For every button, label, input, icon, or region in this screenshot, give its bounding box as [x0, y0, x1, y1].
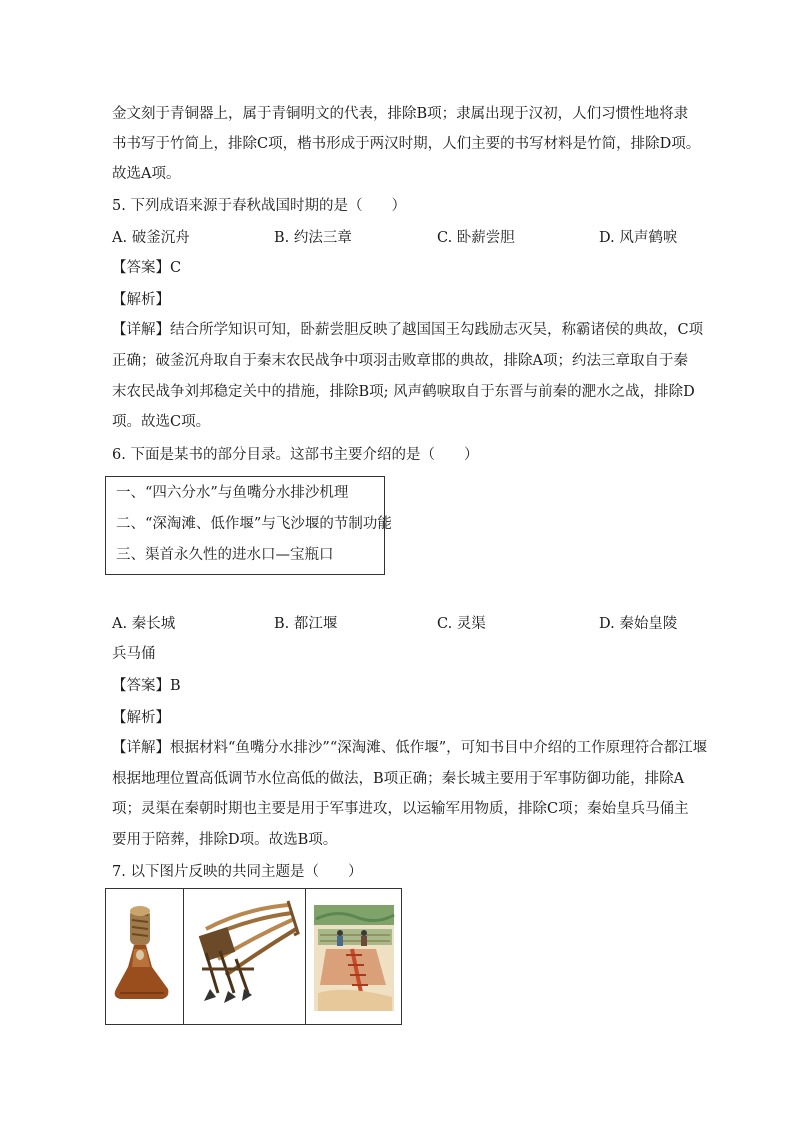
image-table: [105, 888, 402, 1025]
wooden-plow-image: [184, 889, 304, 1024]
image-cell-bronze-tool: [106, 889, 184, 1024]
q6-detail-line: 要用于陪葬，排除D项。故选B项。: [112, 832, 338, 848]
q5-analysis: 【解析】: [112, 292, 170, 308]
q5-detail-line: 【详解】结合所学知识可知，卧薪尝胆反映了越国国王勾践励志灭吴，称霸诸侯的典故，C项: [112, 322, 704, 338]
q6-detail-line: 项；灵渠在秦朝时期也主要是用于军事进攻，以运输军用物质，排除C项；秦始皇兵马俑主: [112, 801, 689, 817]
toc-item: 三、渠首永久性的进水口—宝瓶口: [116, 547, 334, 563]
q5-detail-line: 末农民战争刘邦稳定关中的措施，排除B项; 风声鹤唳取自于东晋与前秦的淝水之战，排除D: [112, 384, 695, 400]
q6-option-b: B. 都江堰: [274, 616, 338, 632]
question-7-stem: 7. 以下图片反映的共同主题是（ ）: [112, 864, 363, 880]
q6-analysis: 【解析】: [112, 710, 170, 726]
text-line: 金文刻于青铜器上，属于青铜明文的代表，排除B项；隶属出现于汉初，人们习惯性地将隶: [112, 106, 689, 122]
q5-option-c: C. 卧薪尝胆: [437, 230, 515, 246]
q6-option-a: A. 秦长城: [112, 616, 176, 632]
question-6-stem: 6. 下面是某书的部分目录。这部书主要介绍的是（ ）: [112, 447, 479, 463]
q6-detail-line: 【详解】根据材料“鱼嘴分水排沙”“深淘滩、低作堰”，可知书目中介绍的工作原理符合都江堰: [112, 740, 708, 756]
q5-detail-line: 正确；破釜沉舟取自于秦末农民战争中项羽击败章邯的典故，排除A项；约法三章取自于秦: [112, 353, 688, 369]
image-cell-farming-painting: [306, 889, 401, 1024]
image-cell-wooden-plow: [184, 889, 306, 1024]
q5-option-b: B. 约法三章: [274, 230, 352, 246]
q5-option-d: D. 风声鹤唳: [599, 230, 678, 246]
q5-option-a: A. 破釜沉舟: [112, 230, 190, 246]
q6-option-c: C. 灵渠: [437, 616, 486, 632]
farming-painting-image: [306, 889, 401, 1024]
q6-option-d-wrap: 兵马俑: [112, 646, 156, 662]
q6-answer: 【答案】B: [112, 678, 181, 694]
bronze-tool-image: [106, 889, 182, 1024]
q6-option-d: D. 秦始皇陵: [599, 616, 678, 632]
table-of-contents-box: [105, 476, 392, 575]
text-line: 书书写于竹简上，排除C项，楷书形成于两汉时期，人们主要的书写材料是竹简，排除D项。: [112, 136, 701, 152]
q6-detail-line: 根据地理位置高低调节水位高低的做法，B项正确；秦长城主要用于军事防御功能，排除A: [112, 771, 685, 787]
q5-detail-line: 项。故选C项。: [112, 414, 211, 430]
question-5-stem: 5. 下列成语来源于春秋战国时期的是（ ）: [112, 198, 406, 214]
toc-item: 一、“四六分水”与鱼嘴分水排沙机理: [116, 485, 349, 501]
q5-answer: 【答案】C: [112, 260, 182, 276]
toc-item: 二、“深淘滩、低作堰”与飞沙堰的节制功能: [116, 516, 392, 532]
text-line: 故选A项。: [112, 166, 181, 182]
